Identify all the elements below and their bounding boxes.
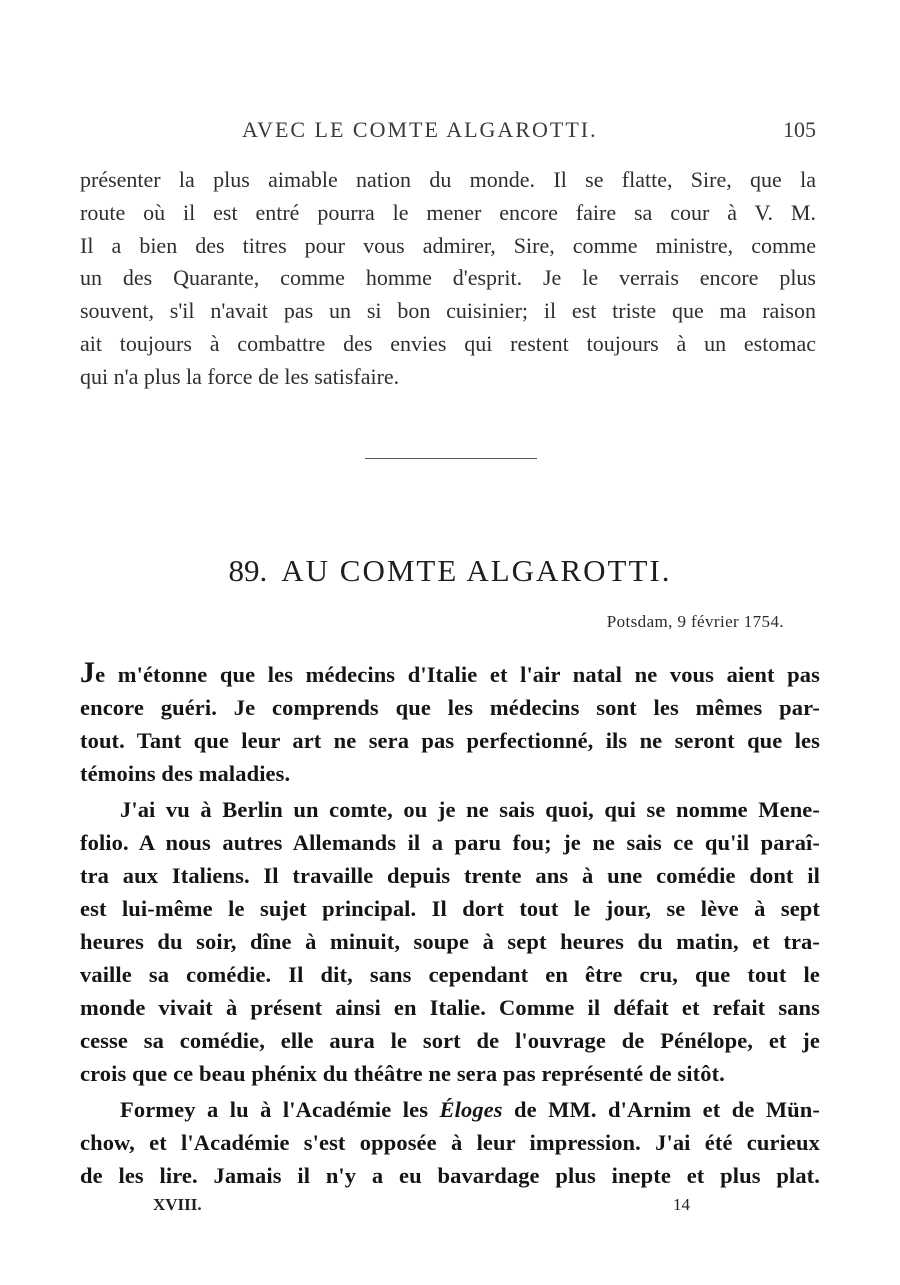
page-number: 105 (783, 117, 816, 142)
running-head (80, 117, 820, 149)
text-line: J'ai vu à Berlin un comte, ou je ne sais quoi, qui se nomme Mene- (120, 797, 820, 822)
text-line: un des Quarante, comme homme d'esprit. Je le verrais encore plus (80, 265, 816, 291)
text-line: monde vivait à présent ainsi en Italie. Comme il défait et refait sans (80, 995, 820, 1020)
text-line: qui n'a plus la force de les satisfaire. (80, 363, 400, 389)
previous-letter-ending (80, 164, 816, 394)
text-line: présenter la plus aimable nation du monde. Il se flatte, Sire, que la (80, 167, 816, 192)
text-segment: Formey a lu à l'Académie les (120, 1097, 440, 1122)
running-title: AVEC LE COMTE ALGAROTTI. (242, 117, 598, 142)
paragraph-first-line (80, 1093, 820, 1126)
volume-mark: XVIII. (153, 1195, 202, 1214)
text-line: ait toujours à combattre des envies qui restent toujours à un estomac (80, 330, 816, 356)
paragraph-first-line (80, 658, 820, 691)
text-line: encore guéri. Je comprends que les médecins sont les mêmes par- (80, 695, 820, 720)
section-separator-rule (365, 458, 537, 459)
text-line: Il a bien des titres pour vous admirer, Sire, comme ministre, comme (80, 232, 816, 258)
text-line: folio. A nous autres Allemands il a paru fou; je ne sais ce qu'il paraî- (80, 830, 820, 855)
letter-title: AU COMTE ALGAROTTI. (281, 553, 672, 588)
text-line: est lui-même le sujet principal. Il dort tout le jour, se lève à sept (80, 896, 820, 921)
drop-cap: J (80, 656, 96, 689)
text-line: route où il est entré pourra le mener encore faire sa cour à V. M. (80, 199, 816, 225)
letter-heading (0, 553, 900, 589)
page-footer (153, 1195, 693, 1219)
text-line: tra aux Italiens. Il travaille depuis trente ans à une comédie dont il (80, 863, 820, 888)
text-line: de les lire. Jamais il n'y a eu bavardage plus inepte et plus plat. (80, 1163, 820, 1188)
first-line-text: e m'étonne que les médecins d'Italie et l'air natal ne vous aient pas (95, 662, 820, 687)
text-line: heures du soir, dîne à minuit, soupe à sept heures du matin, et tra- (80, 929, 820, 954)
text-line: vaille sa comédie. Il dit, sans cependant en être cru, que tout le (80, 962, 820, 987)
sheet-signature: 14 (673, 1195, 690, 1214)
letter-dateline: Potsdam, 9 février 1754. (606, 612, 784, 631)
text-segment: de MM. d'Arnim et de Mün- (502, 1097, 820, 1122)
text-line: souvent, s'il n'avait pas un si bon cuisinier; il est triste que ma raison (80, 298, 816, 324)
letter-body (80, 658, 820, 1192)
letter-number: 89. (228, 553, 268, 588)
text-line: témoins des maladies. (80, 761, 291, 786)
text-line: chow, et l'Académie s'est opposée à leur impression. J'ai été curieux (80, 1130, 820, 1155)
italic-title: Éloges (439, 1097, 503, 1122)
text-line: tout. Tant que leur art ne sera pas perfectionné, ils ne seront que les (80, 728, 820, 753)
text-line: crois que ce beau phénix du théâtre ne sera pas représenté de sitôt. (80, 1061, 725, 1086)
text-line: cesse sa comédie, elle aura le sort de l'ouvrage de Pénélope, et je (80, 1028, 820, 1053)
